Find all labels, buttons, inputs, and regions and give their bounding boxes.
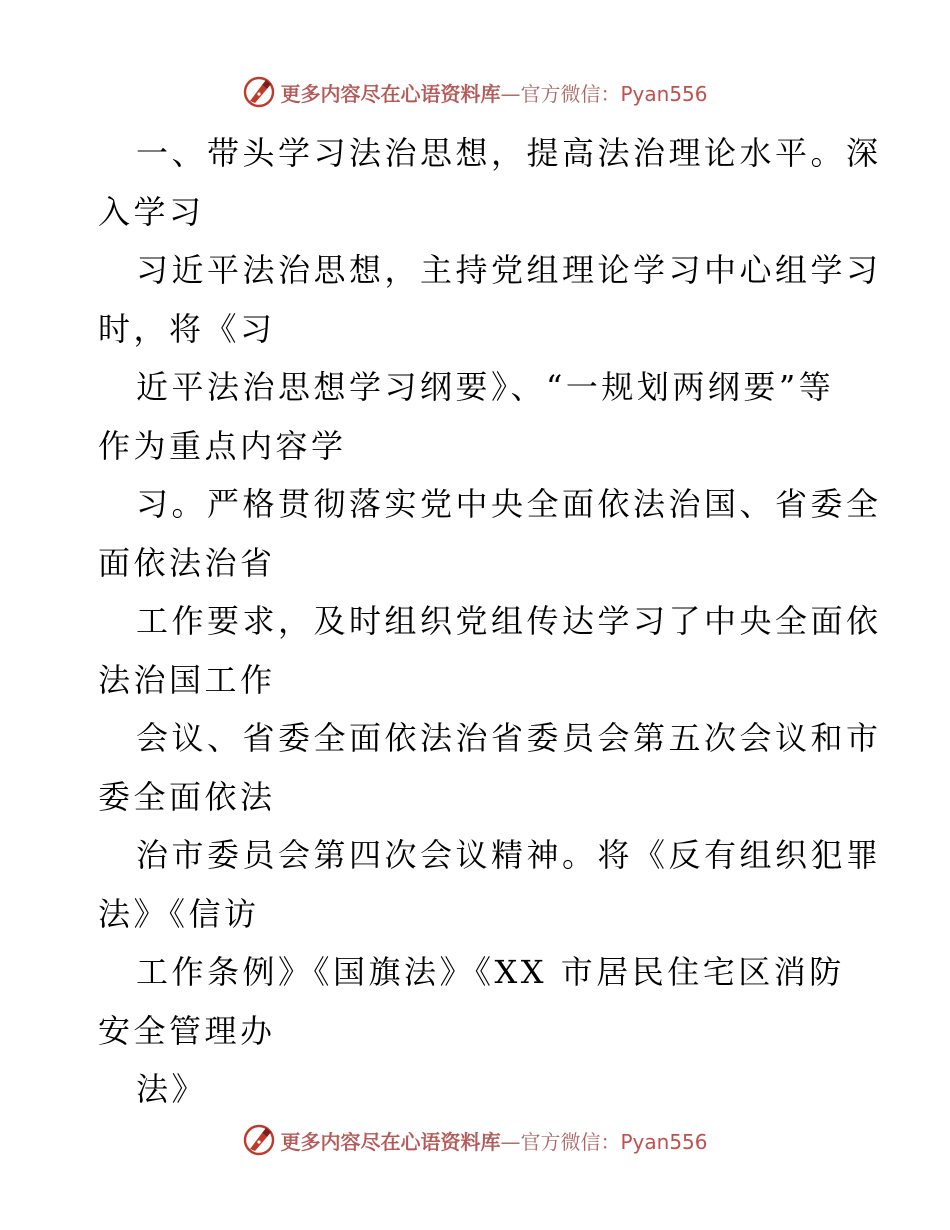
body-line: 入学习 [98, 192, 205, 231]
document-body [98, 124, 882, 1119]
body-line: 面依法治省 [98, 543, 276, 582]
banner-text [280, 1126, 707, 1155]
banner-official-label: 官方微信： [520, 1129, 621, 1154]
banner-library-name: 更多内容尽在心语资料库 [280, 1129, 501, 1154]
body-line: 治市委员会第四次会议精神。将《反有组织犯罪 [136, 836, 882, 874]
body-line: 安全管理办 [98, 1011, 276, 1050]
body-line: 工作要求，及时组织党组传达学习了中央全面依 [136, 602, 882, 640]
body-line: 习近平法治思想，主持党组理论学习中心组学习 [136, 251, 882, 289]
banner-wechat-id: Pyan556 [620, 81, 708, 106]
body-line: 近平法治思想学习纲要》、“一规划两纲要”等 [136, 368, 835, 406]
banner-wechat-id: Pyan556 [620, 1129, 708, 1154]
body-line: 工作条例》《国旗法》《XX 市居民住宅区消防 [136, 953, 845, 991]
body-line: 委全面依法 [98, 777, 276, 816]
banner-separator: — [500, 81, 521, 106]
banner-separator: — [500, 1129, 521, 1154]
body-line: 习。严格贯彻落实党中央全面依法治国、省委全 [136, 485, 882, 523]
body-line: 时，将《习 [98, 309, 276, 348]
pen-nib-logo-icon [242, 1123, 276, 1157]
banner-text [280, 78, 707, 107]
header-banner [0, 72, 950, 112]
body-line: 一、带头学习法治思想，提高法治理论水平。深 [136, 134, 882, 172]
body-line: 法治国工作 [98, 660, 276, 699]
banner-library-name: 更多内容尽在心语资料库 [280, 81, 501, 106]
body-line: 法》 [136, 1070, 208, 1108]
body-line: 会议、省委全面依法治省委员会第五次会议和市 [136, 719, 882, 757]
banner-official-label: 官方微信： [520, 81, 621, 106]
body-line: 作为重点内容学 [98, 426, 347, 465]
footer-banner [0, 1120, 950, 1160]
pen-nib-logo-icon [242, 75, 276, 109]
body-line: 法》《信访 [98, 894, 260, 933]
